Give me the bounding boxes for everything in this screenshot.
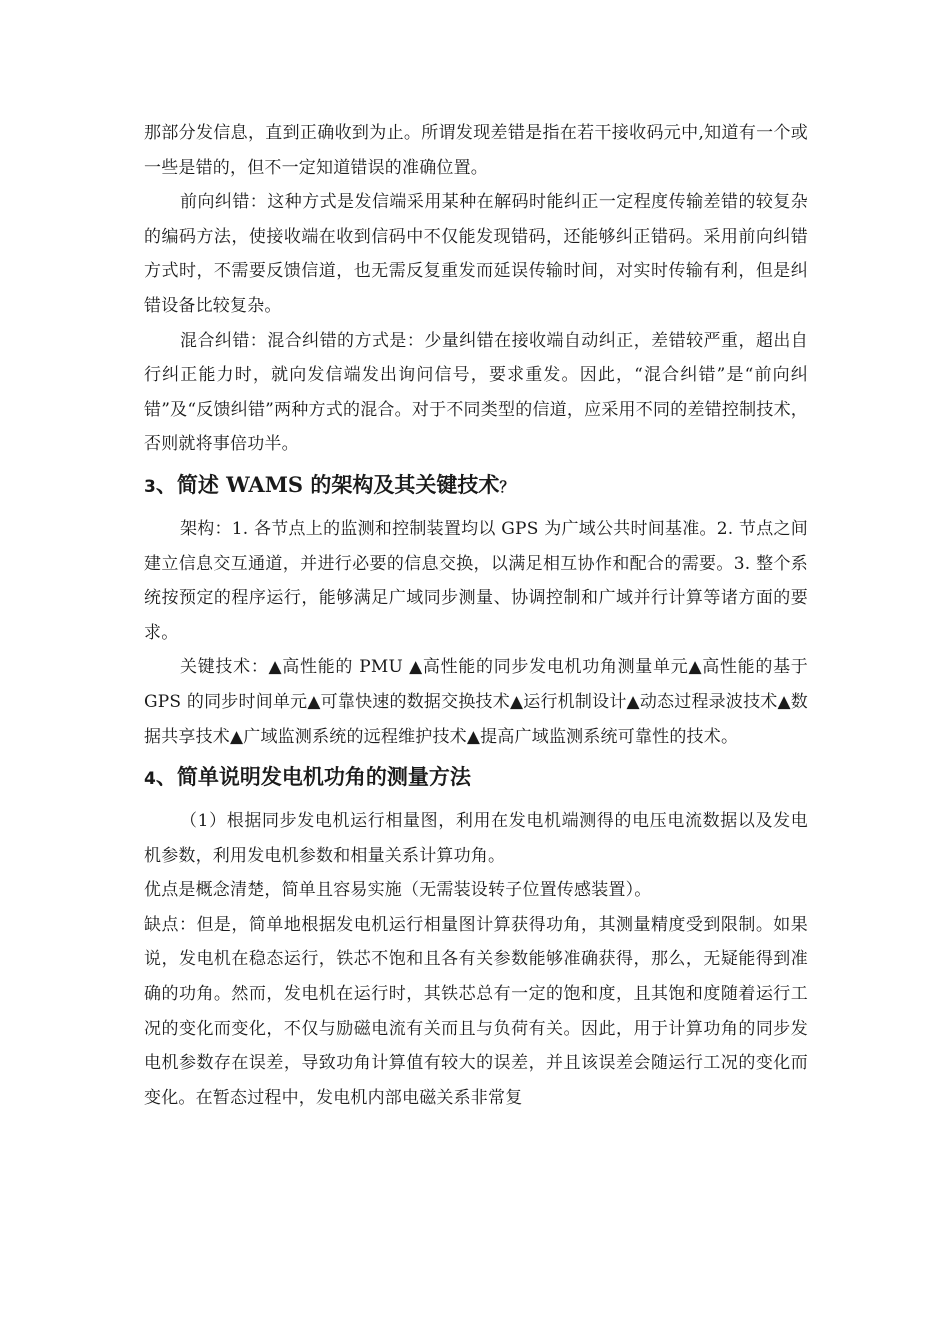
paragraph-intro: 那部分发信息，直到正确收到为止。所谓发现差错是指在若干接收码元中,知道有一个或一些是错的，但不一定知道错误的准确位置。: [144, 123, 808, 178]
paragraph-disadvantages: 缺点：但是，简单地根据发电机运行相量图计算获得功角，其测量精度受到限制。如果说，发电机在稳态运行，铁芯不饱和且各有关参数能够准确获得，那么，无疑能得到准确的功角。然而，发电机在运行时，其铁芯总有一定的饱和度，且其饱和度随着运行工况的变化而变化，不仅与励磁电流有关而且与负荷有关。因此，用于计算功角的同步发电机参数存在误差，导致功角计算值有较大的误差，并且该误差会随运行工况的变化而变化。在暂态过程中，发电机内部电磁关系非常复: [144, 914, 808, 1108]
heading-question-4: [144, 760, 808, 796]
paragraph-hybrid-error-correction: 混合纠错：混合纠错的方式是：少量纠错在接收端自动纠正，差错较严重，超出自行纠正能力时，就向发信端发出询问信号，要求重发。因此，“混合纠错”是“前向纠错”及“反馈纠错”两种方式的混合。对于不同类型的信道，应采用不同的差错控制技术，否则就将事倍功半。: [144, 330, 808, 455]
heading-4-text: 、简单说明发电机功角的测量方法: [155, 764, 471, 790]
heading-3-wams: WAMS: [226, 471, 304, 497]
paragraph-architecture: 架构：1. 各节点上的监测和控制装置均以 GPS 为广域公共时间基准。2. 节点之间建立信息交互通道，并进行必要的信息交换，以满足相互协作和配合的需要。3. 整个系统按预定的程序运行，能够满足广域同步测量、协调控制和广域并行计算等诸方面的要求。: [144, 518, 808, 643]
heading-4-number: 4: [144, 769, 156, 790]
paragraph-forward-error-correction: 前向纠错：这种方式是发信端采用某种在解码时能纠正一定程度传输差错的较复杂的编码方法，使接收端在收到信码中不仅能发现错码，还能够纠正错码。采用前向纠错方式时，不需要反馈信道，也无需反复重发而延误传输时间，对实时传输有利，但是纠错设备比较复杂。: [144, 192, 808, 316]
paragraph-method-1: （1）根据同步发电机运行相量图，利用在发电机端测得的电压电流数据以及发电机参数，利用发电机参数和相量关系计算功角。: [144, 811, 808, 866]
heading-3-text: 的架构及其关键技术: [303, 471, 500, 497]
paragraph-advantages: 优点是概念清楚，简单且容易实施（无需装设转子位置传感装置）。: [144, 880, 652, 901]
document-body: [144, 116, 808, 1115]
paragraph-key-technologies: 关键技术：▲高性能的 PMU ▲高性能的同步发电机功角测量单元▲高性能的基于 GPS 的同步时间单元▲可靠快速的数据交换技术▲运行机制设计▲动态过程录波技术▲数据共享技术▲广域监测系统的远程维护技术▲提高广域监测系统可靠性的技术。: [144, 657, 808, 747]
heading-3-number: 3: [144, 476, 156, 497]
heading-question-3: [144, 468, 808, 504]
heading-3-question-mark: ？: [499, 477, 515, 496]
heading-3-prefix: 、简述: [155, 471, 227, 497]
